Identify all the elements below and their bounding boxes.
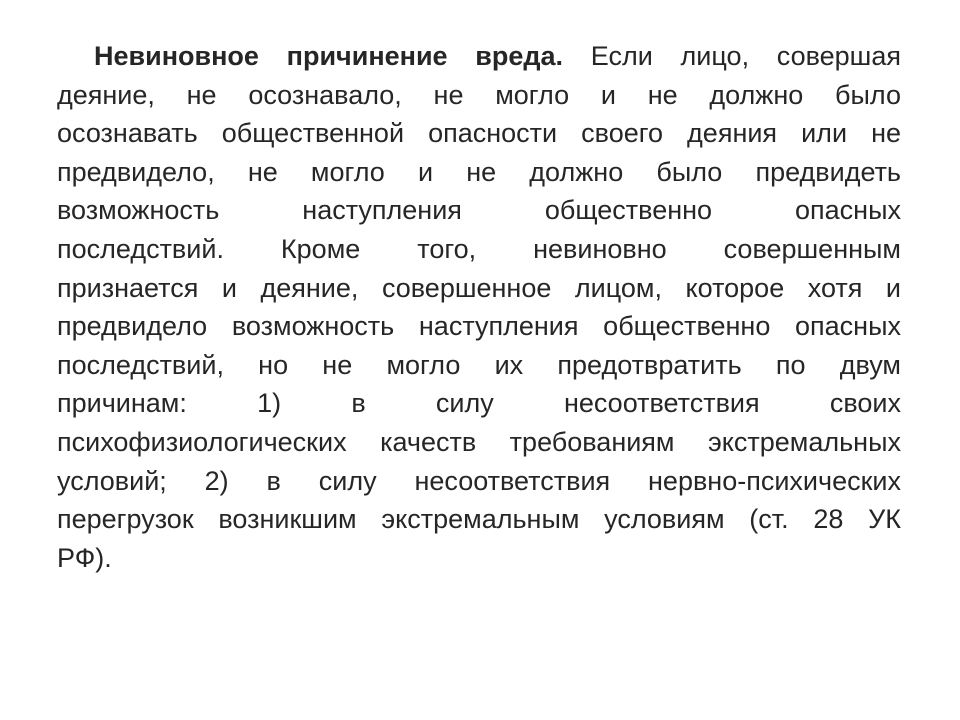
paragraph-line-6: последствий. Кроме того, невиновно совершенным (57, 233, 901, 264)
paragraph-line-7: признается и деяние, совершенное лицом, которое хотя и (57, 272, 901, 303)
body-paragraph (57, 37, 901, 577)
paragraph-line-5: возможность наступления общественно опасных (57, 195, 901, 226)
paragraph-line-12: условий; 2) в силу несоответствия нервно-психических (57, 465, 901, 496)
paragraph-line-9: последствий, но не могло их предотвратить по двум (57, 349, 901, 380)
paragraph-line-1-text: Если лицо, совершая (563, 41, 901, 71)
paragraph-line-4: предвидело, не могло и не должно было предвидеть (57, 156, 901, 187)
paragraph-lead-heading: Невиновное причинение вреда. (94, 41, 564, 71)
paragraph-line-13: перегрузок возникшим экстремальным условиям (ст. 28 УК (57, 504, 901, 535)
paragraph-line-3: осознавать общественной опасности своего деяния или не (57, 118, 901, 149)
paragraph-line-14: РФ). (57, 542, 112, 573)
paragraph-line-2: деяние, не осознавало, не могло и не должно было (57, 79, 901, 110)
paragraph-line-11: психофизиологических качеств требованиям экстремальных (57, 426, 901, 457)
paragraph-line-10: причинам: 1) в силу несоответствия своих (57, 388, 901, 419)
paragraph-line-1 (57, 37, 901, 76)
paragraph-line-8: предвидело возможность наступления общественно опасных (57, 311, 901, 342)
